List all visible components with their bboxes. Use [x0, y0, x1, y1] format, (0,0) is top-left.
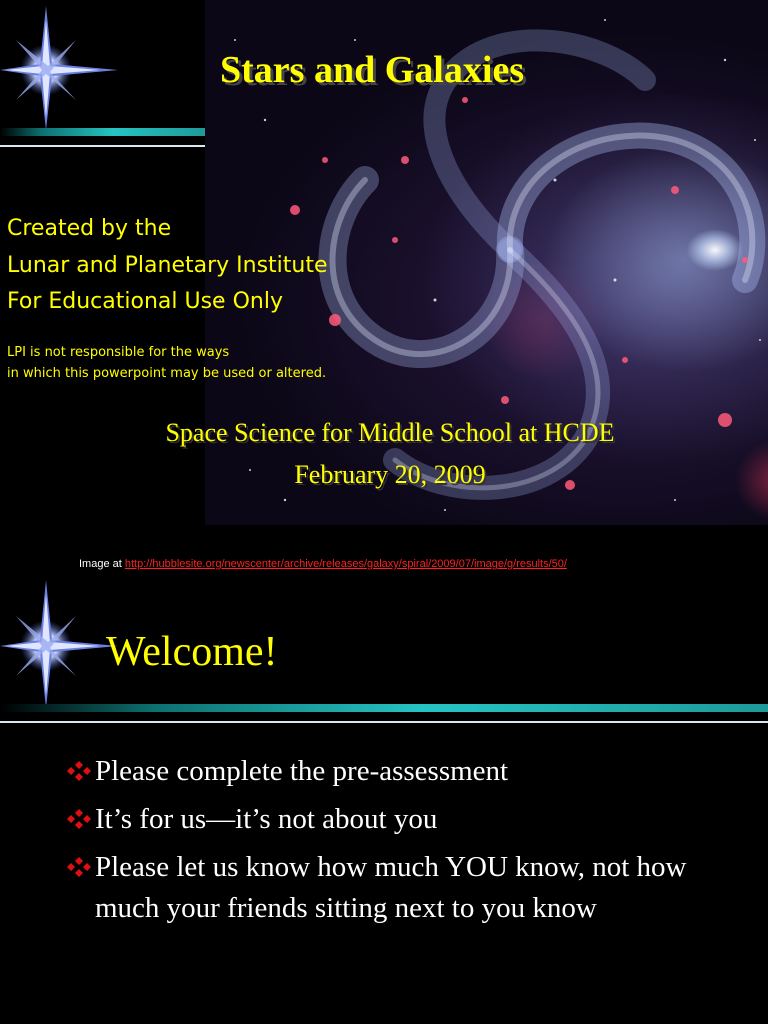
four-point-star-icon — [0, 578, 118, 708]
image-caption — [79, 558, 567, 570]
slide-date: February 20, 2009 — [294, 460, 486, 489]
diamond-bullet-icon — [66, 808, 92, 830]
credit-line-2: Lunar and Planetary Institute — [7, 253, 328, 278]
slide-title: Stars and Galaxies — [220, 49, 525, 91]
decorative-bar — [0, 704, 768, 712]
bullet-item — [66, 751, 746, 792]
slide-title: Welcome! — [106, 629, 278, 675]
bullet-text: Please complete the pre-assessment — [95, 755, 509, 787]
decorative-bar — [0, 128, 205, 136]
diamond-bullet-icon — [66, 856, 92, 878]
bullet-text: Please let us know how much YOU know, not how much your friends sitting next to you know — [95, 851, 687, 924]
divider-line — [0, 145, 205, 147]
bullet-item — [66, 847, 746, 929]
diamond-bullet-icon — [66, 760, 92, 782]
bullet-item — [66, 799, 746, 840]
bullet-text: It’s for us—it’s not about you — [95, 803, 438, 835]
bullet-list — [66, 751, 746, 936]
credit-line-3: For Educational Use Only — [7, 289, 283, 314]
credit-line-1: Created by the — [7, 216, 172, 241]
image-source-link[interactable]: http://hubblesite.org/newscenter/archive/releases/galaxy/spiral/2009/07/image/g/results/50/ — [124, 558, 567, 570]
disclaimer-line-2: in which this powerpoint may be used or altered. — [7, 366, 327, 381]
disclaimer-line-1: LPI is not responsible for the ways — [7, 345, 230, 360]
welcome-slide — [0, 576, 768, 1024]
divider-line — [0, 721, 768, 723]
four-point-star-icon — [0, 6, 118, 130]
caption-prefix: Image at — [79, 558, 125, 570]
slide-subtitle: Space Science for Middle School at HCDE — [165, 418, 615, 447]
